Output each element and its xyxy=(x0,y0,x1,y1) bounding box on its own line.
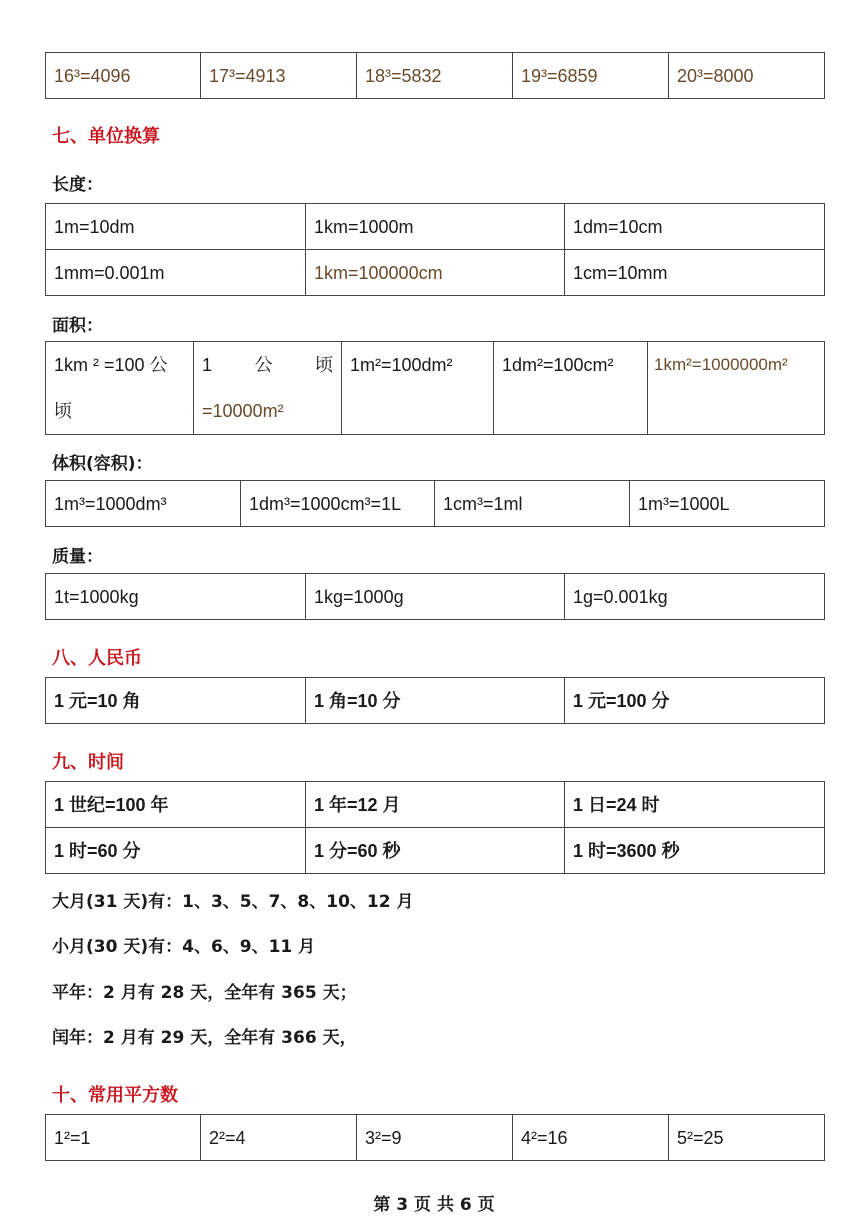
table-cell: 1cm³=1ml xyxy=(435,481,630,527)
table-cell: 17³=4913 xyxy=(201,53,357,99)
section-9-title: 九、时间 xyxy=(52,752,124,773)
table-cell: 1dm²=100cm² xyxy=(494,342,648,435)
cubes-table xyxy=(45,52,825,99)
section-7-title: 七、单位换算 xyxy=(52,126,160,147)
section-10-title: 十、常用平方数 xyxy=(52,1085,178,1106)
area-cell-line: =10000m² xyxy=(202,401,284,421)
table-cell: 4²=16 xyxy=(513,1115,669,1161)
table-cell: 1dm=10cm xyxy=(565,204,825,250)
table-cell: 1m³=1000L xyxy=(630,481,825,527)
volume-label: 体积(容积)： xyxy=(52,454,153,474)
table-cell: 1 世纪=100 年 xyxy=(46,782,306,828)
currency-table xyxy=(45,677,825,724)
table-cell: 1 日=24 时 xyxy=(565,782,825,828)
table-cell: 16³=4096 xyxy=(46,53,201,99)
table-cell xyxy=(46,342,194,435)
table-cell: 1 元=100 分 xyxy=(565,678,825,724)
table-cell: 20³=8000 xyxy=(669,53,825,99)
length-table xyxy=(45,203,825,296)
table-cell: 1km²=1000000m² xyxy=(648,342,825,435)
table-cell: 5²=25 xyxy=(669,1115,825,1161)
page-number: 第 3 页 共 6 页 xyxy=(373,1195,495,1215)
table-cell: 1 元=10 角 xyxy=(46,678,306,724)
area-cell-line xyxy=(202,354,333,376)
text-line: 大月(31 天)有：1、3、5、7、8、10、12 月 xyxy=(52,892,414,912)
table-cell: 1kg=1000g xyxy=(306,574,565,620)
table-cell: 3²=9 xyxy=(357,1115,513,1161)
mass-table xyxy=(45,573,825,620)
volume-table xyxy=(45,480,825,527)
table-cell: 1m³=1000dm³ xyxy=(46,481,241,527)
area-table xyxy=(45,341,825,435)
area-cell-line: 顷 xyxy=(54,401,72,421)
table-cell: 1dm³=1000cm³=1L xyxy=(241,481,435,527)
table-cell: 1 角=10 分 xyxy=(306,678,565,724)
area-cell-text: 顷 xyxy=(314,355,333,375)
time-table xyxy=(45,781,825,874)
table-cell: 2²=4 xyxy=(201,1115,357,1161)
area-cell-line: 1km ² =100 公 xyxy=(54,355,168,375)
squares-table xyxy=(45,1114,825,1161)
text-line: 闰年：2 月有 29 天，全年有 366 天， xyxy=(52,1028,357,1048)
table-cell: 1t=1000kg xyxy=(46,574,306,620)
table-cell: 1 年=12 月 xyxy=(306,782,565,828)
table-cell: 1 时=3600 秒 xyxy=(565,828,825,874)
table-cell xyxy=(194,342,342,435)
table-cell: 1m=10dm xyxy=(46,204,306,250)
table-cell: 18³=5832 xyxy=(357,53,513,99)
text-line: 小月(30 天)有：4、6、9、11 月 xyxy=(52,937,316,957)
mass-label: 质量： xyxy=(52,547,103,567)
table-cell: 1g=0.001kg xyxy=(565,574,825,620)
area-cell-text: 公 xyxy=(254,355,273,375)
table-cell: 19³=6859 xyxy=(513,53,669,99)
area-cell-text: 1 xyxy=(202,355,213,375)
text-line: 平年：2 月有 28 天，全年有 365 天； xyxy=(52,983,357,1003)
table-cell: 1km=100000cm xyxy=(306,250,565,296)
area-label: 面积： xyxy=(52,316,103,336)
table-cell: 1 时=60 分 xyxy=(46,828,306,874)
table-cell: 1²=1 xyxy=(46,1115,201,1161)
table-cell: 1km=1000m xyxy=(306,204,565,250)
table-cell: 1 分=60 秒 xyxy=(306,828,565,874)
section-8-title: 八、人民币 xyxy=(52,648,142,669)
table-cell: 1m²=100dm² xyxy=(342,342,494,435)
length-label: 长度： xyxy=(52,175,103,195)
table-cell: 1mm=0.001m xyxy=(46,250,306,296)
table-cell: 1cm=10mm xyxy=(565,250,825,296)
